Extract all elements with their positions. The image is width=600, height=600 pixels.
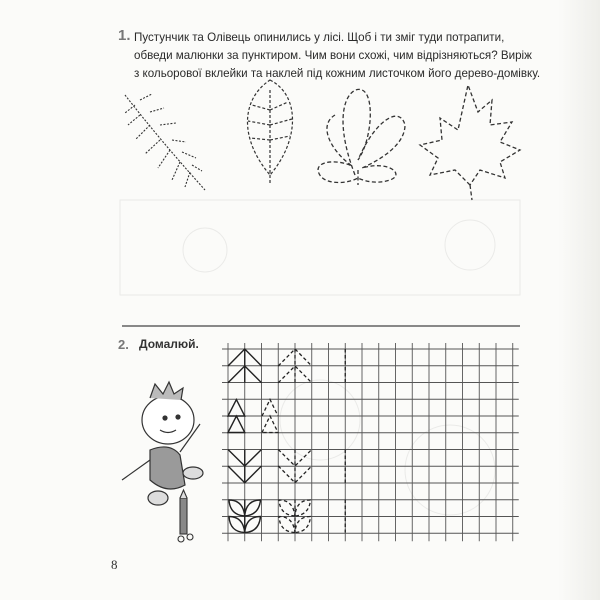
page-number: 8 xyxy=(111,557,118,572)
maple-leaf-icon xyxy=(420,85,520,200)
task2-number: 2. xyxy=(118,337,129,352)
pencil-character-icon xyxy=(178,490,193,542)
chestnut-leaf-icon xyxy=(318,89,405,185)
task1-number: 1. xyxy=(118,27,131,44)
instruction-line: з кольорової вклейки та наклей під кожним листочком його дерево-домівку. xyxy=(134,67,541,80)
task2-title: Домалюй. xyxy=(139,337,199,351)
leaf-sprigs-sample xyxy=(229,500,261,533)
instruction-line: обведи малюнки за пунктиром. Чим вони схожі, чим відрізняються? Виріж xyxy=(134,49,532,62)
triangles-sample xyxy=(228,400,245,433)
boy-character-icon xyxy=(122,382,203,505)
spruce-branch-icon xyxy=(125,94,205,190)
instruction-line: Пустунчик та Олівець опинились у лісі. Щоб і ти зміг туди потрапити, xyxy=(134,31,505,44)
rowan-leaf-icon xyxy=(248,80,293,185)
drawing-grid xyxy=(222,343,519,541)
